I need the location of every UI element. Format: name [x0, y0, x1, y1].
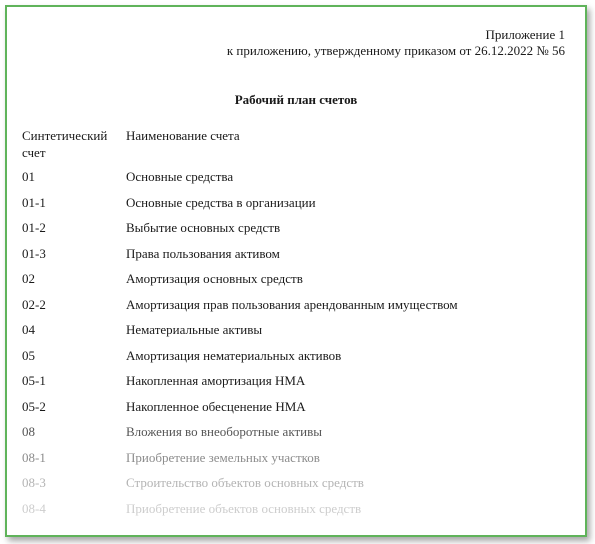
account-name: Амортизация основных средств [126, 271, 303, 286]
account-name: Амортизация прав пользования арендованным имуществом [126, 296, 458, 312]
account-code: 01 [22, 169, 35, 184]
table-header [22, 127, 567, 167]
table-row [22, 473, 567, 499]
document-frame [5, 5, 587, 537]
account-name: Нематериальные активы [126, 322, 263, 337]
account-name: Строительство объектов основных средств [126, 475, 364, 490]
account-code: 02 [22, 271, 35, 286]
table-row [22, 269, 567, 295]
table-row [22, 244, 567, 270]
account-name: Основные средства в организации [126, 194, 316, 210]
account-name: Права пользования активом [126, 245, 280, 261]
table-row [22, 422, 567, 448]
account-code: 01-2 [22, 220, 46, 235]
account-name: Вложения во внеоборотные активы [126, 424, 322, 439]
table-row [22, 218, 567, 244]
account-name: Приобретение объектов основных средств [126, 500, 362, 516]
account-name: Амортизация нематериальных активов [126, 347, 342, 363]
account-name: Накопленное обесценение НМА [126, 398, 306, 414]
account-code: 08 [22, 424, 35, 439]
account-code: 04 [22, 322, 35, 337]
account-name: Выбытие основных средств [126, 220, 281, 235]
accounts-table [22, 127, 567, 524]
account-name: Основные средства [126, 169, 234, 184]
table-body [22, 167, 567, 524]
account-code: 01-3 [22, 245, 46, 261]
table-row [22, 346, 567, 372]
account-code: 02-2 [22, 296, 46, 312]
table-row [22, 295, 567, 321]
table-row [22, 371, 567, 397]
account-code: 08-3 [22, 475, 46, 490]
account-code: 05 [22, 347, 35, 363]
header-code: Синтетический счет [22, 128, 108, 160]
appendix-header [227, 27, 565, 59]
account-code: 05-2 [22, 398, 46, 414]
table-row [22, 397, 567, 423]
document-title: Рабочий план счетов [234, 92, 358, 107]
bottom-fade [7, 515, 585, 535]
account-name: Накопленная амортизация НМА [126, 373, 306, 388]
appendix-order-reference: к приложению, утвержденному приказом от 26.12.2022 № 56 [226, 43, 565, 58]
table-row [22, 320, 567, 346]
account-name: Приобретение земельных участков [126, 449, 320, 465]
table-row [22, 167, 567, 193]
account-code: 08-4 [22, 500, 46, 516]
account-code: 08-1 [22, 449, 46, 465]
appendix-number: Приложение 1 [485, 27, 565, 42]
account-code: 05-1 [22, 373, 46, 388]
account-code: 01-1 [22, 194, 46, 210]
header-name: Наименование счета [126, 128, 240, 143]
table-row [22, 448, 567, 474]
table-row [22, 193, 567, 219]
